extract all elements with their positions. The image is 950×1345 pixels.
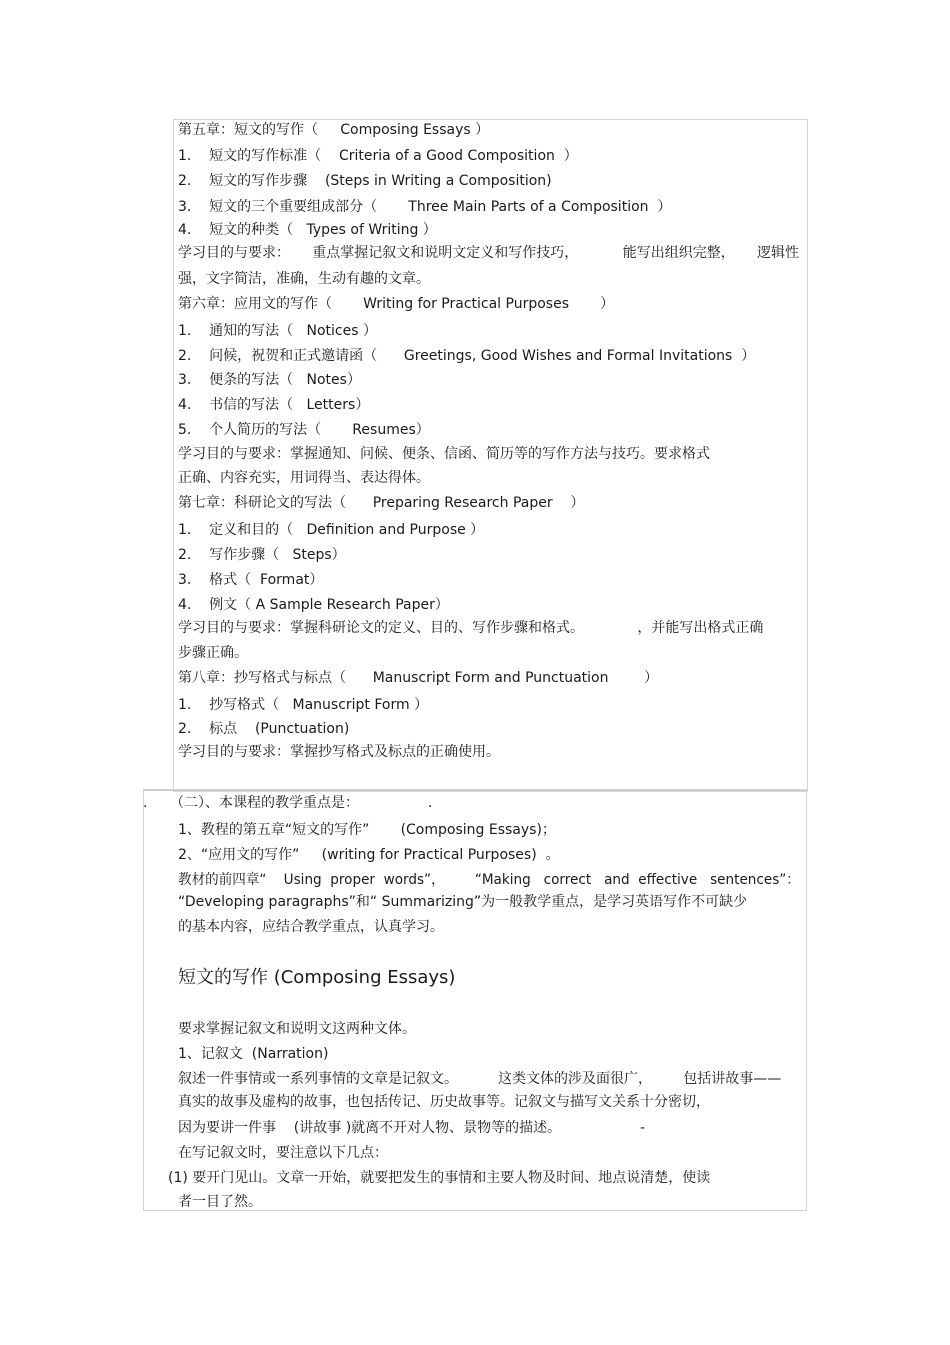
chapter-6-goal-line-2: 正确、内容充实，用词得当、表达得体。 bbox=[178, 470, 430, 486]
chapter-6-item-1: 1. 通知的写法（ Notices ） bbox=[178, 323, 377, 339]
chapter-5-title: 第五章：短文的写作（ Composing Essays ） bbox=[178, 122, 490, 138]
chapter-5-item-2: 2. 短文的写作步骤 (Steps in Writing a Composition) bbox=[178, 173, 552, 189]
chapter-7-item-4: 4. 例文（ A Sample Research Paper） bbox=[178, 597, 449, 613]
narration-line-1: 叙述一件事情或一系列事情的文章是记叙文。 这类文体的涉及面很广， 包括讲故事—— bbox=[178, 1071, 782, 1087]
chapter-7-item-1: 1. 定义和目的（ Definition and Purpose ） bbox=[178, 522, 485, 538]
chapter-7-item-3: 3. 格式（ Format） bbox=[178, 572, 324, 588]
chapter-7-goal-line-2: 步骤正确。 bbox=[178, 645, 248, 661]
chapter-6-item-2: 2. 问候，祝贺和正式邀请函（ Greetings, Good Wishes and Formal Invitations ） bbox=[178, 348, 756, 364]
chapter-6-title: 第六章：应用文的写作（ Writing for Practical Purposes ） bbox=[178, 296, 615, 312]
section-2-dot-left: . bbox=[143, 795, 148, 811]
chapter-8-title: 第八章：抄写格式与标点（ Manuscript Form and Punctuation ） bbox=[178, 670, 659, 686]
essay-intro: 要求掌握记叙文和说明文这两种文体。 bbox=[178, 1021, 416, 1037]
section-2-heading: （二）、本课程的教学重点是： bbox=[170, 795, 359, 811]
chapter-6-item-5: 5. 个人简历的写法（ Resumes） bbox=[178, 422, 430, 438]
focus-note-line-2: “Developing paragraphs”和“ Summarizing”为一般教学重点，是学习英语写作不可缺少 bbox=[178, 894, 748, 910]
focus-item-2: 2、“应用文的写作” (writing for Practical Purposes) 。 bbox=[178, 847, 560, 863]
chapter-6-item-4: 4. 书信的写法（ Letters） bbox=[178, 397, 370, 413]
section-divider bbox=[143, 789, 807, 791]
chapter-6-goal-line-1: 学习目的与要求：掌握通知、问候、便条、信函、简历等的写作方法与技巧。要求格式 bbox=[178, 446, 710, 462]
section-2-dot-right: . bbox=[428, 795, 433, 811]
chapter-7-item-2: 2. 写作步骤（ Steps） bbox=[178, 547, 346, 563]
focus-item-1: 1、教程的第五章“短文的写作” (Composing Essays)； bbox=[178, 822, 556, 838]
narration-line-3: 因为要讲一件事 (讲故事 )就离不开对人物、景物等的描述。 bbox=[178, 1120, 562, 1136]
focus-note-line-1: 教材的前四章“ Using proper words”， “Making correct and effective sentences”： bbox=[178, 872, 800, 888]
chapter-8-item-2: 2. 标点 (Punctuation) bbox=[178, 721, 350, 737]
narration-heading: 1、记叙文 (Narration) bbox=[178, 1046, 329, 1062]
narration-line-3-mark: - bbox=[640, 1120, 646, 1136]
chapter-5-goal-line-1: 学习目的与要求： 重点掌握记叙文和说明文定义和写作技巧， 能写出组织完整， 逻辑性 bbox=[178, 245, 800, 261]
chapter-7-goal-line-1: 学习目的与要求：掌握科研论文的定义、目的、写作步骤和格式。 ，并能写出格式正确 bbox=[178, 620, 764, 636]
chapter-7-title: 第七章：科研论文的写法（ Preparing Research Paper ） bbox=[178, 495, 585, 511]
lower-table-right-border bbox=[806, 790, 807, 1211]
narration-line-4: 在写记叙文时，要注意以下几点： bbox=[178, 1145, 388, 1161]
narration-point-1-line-1: (1) 要开门见山。文章一开始，就要把发生的事情和主要人物及时间、地点说清楚，使读 bbox=[168, 1170, 711, 1186]
chapter-8-goal: 学习目的与要求：掌握抄写格式及标点的正确使用。 bbox=[178, 744, 500, 760]
chapter-5-item-3: 3. 短文的三个重要组成部分（ Three Main Parts of a Composition ） bbox=[178, 199, 672, 215]
narration-line-2: 真实的故事及虚构的故事，也包括传记、历史故事等。记叙文与描写文关系十分密切， bbox=[178, 1094, 710, 1110]
chapter-8-item-1: 1. 抄写格式（ Manuscript Form ） bbox=[178, 697, 429, 713]
chapter-5-goal-line-2: 强，文字简洁，准确，生动有趣的文章。 bbox=[178, 271, 430, 287]
focus-note-line-3: 的基本内容，应结合教学重点，认真学习。 bbox=[178, 919, 444, 935]
composing-essays-title: 短文的写作 (Composing Essays) bbox=[178, 967, 456, 988]
narration-point-1-line-2: 者一目了然。 bbox=[178, 1194, 262, 1210]
chapter-5-item-1: 1. 短文的写作标准（ Criteria of a Good Composition ） bbox=[178, 148, 578, 164]
lower-table-left-border bbox=[143, 790, 144, 1211]
chapter-6-item-3: 3. 便条的写法（ Notes） bbox=[178, 372, 361, 388]
chapter-5-item-4: 4. 短文的种类（ Types of Writing ） bbox=[178, 222, 437, 238]
